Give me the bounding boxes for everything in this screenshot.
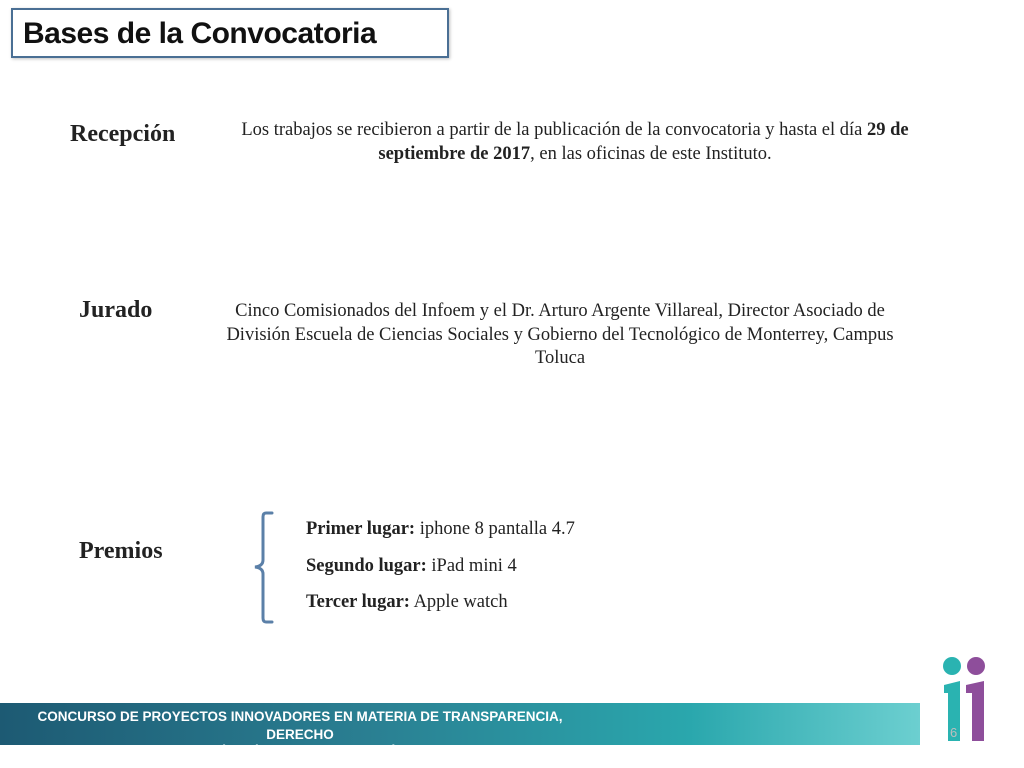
recepcion-text [240, 119, 910, 166]
curly-brace-icon [250, 510, 280, 625]
prize-first-item: iphone 8 pantalla 4.7 [415, 519, 575, 539]
prize-first-place: Primer lugar: [306, 519, 416, 539]
jurado-text: Cinco Comisionados del Infoem y el Dr. Arturo Argente Villareal, Director Asociado de División Escuela de Ciencias Sociales y Gobierno del Tecnológico de Monterrey, Campus Toluca [226, 301, 894, 368]
prize-third [306, 592, 508, 613]
prize-second-place: Segundo lugar: [306, 556, 427, 576]
prize-third-place: Tercer lugar: [306, 592, 410, 612]
prize-first [306, 519, 575, 540]
prize-second [306, 556, 517, 577]
recepcion-label: Recepción [70, 121, 176, 147]
page-number: 6 [950, 725, 958, 740]
slide-title: Bases de la Convocatoria [23, 17, 377, 50]
recepcion-text-before: Los trabajos se recibieron a partir de la publicación de la convocatoria y hasta el día [241, 120, 868, 140]
recepcion-date: 29 de septiembre de 2017 [378, 120, 909, 164]
footer-line-2: DE ACCESO A LA INFORMACIÓN PÚBLICA Y PROTECCIÓN DE DATOS PERSONALES [23, 745, 577, 760]
recepcion-text-after: , en las oficinas de este Instituto. [530, 143, 772, 164]
footer-line-1: CONCURSO DE PROYECTOS INNOVADORES EN MATERIA DE TRANSPARENCIA, DERECHO [37, 709, 563, 742]
footer-text [10, 708, 590, 762]
prize-second-item: iPad mini 4 [426, 556, 517, 576]
prize-third-item: Apple watch [409, 592, 508, 612]
title-box [11, 8, 449, 58]
premios-label: Premios [79, 538, 163, 564]
jurado-label: Jurado [79, 297, 153, 323]
infoem-logo-icon [938, 655, 998, 745]
